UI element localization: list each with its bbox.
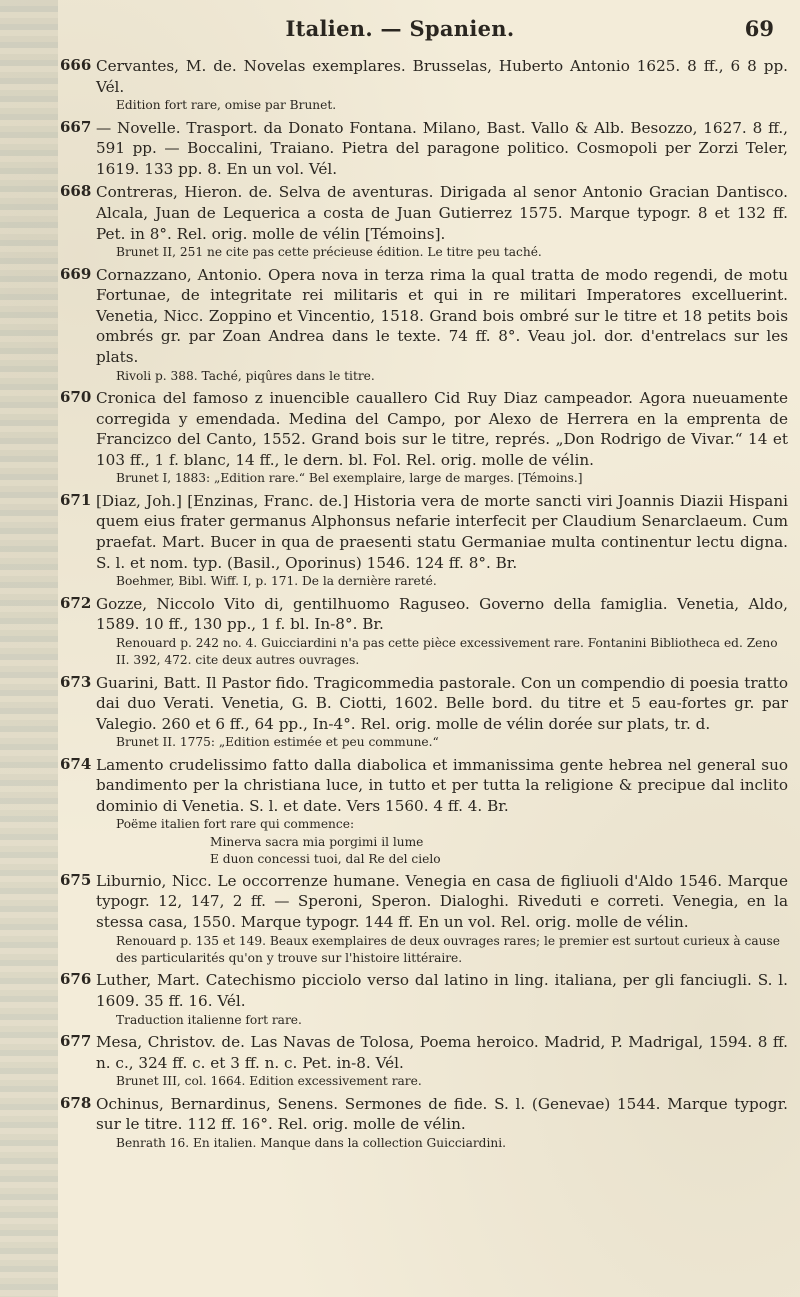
entry-description: Contreras, Hieron. de. Selva de aventuras. Dirigada al senor Antonio Gracian Dantisco. Alcala, Juan de Lequerica a costa de Juan Gutierrez 1575. Marque typogr. 8 et 132 ff. Pet. in 8°. Rel. orig. molle de vélin [Témoins]. [96,183,788,243]
catalog-entries [60,56,788,1155]
entry-note: Boehmer, Bibl. Wiff. I, p. 171. De la dernière rareté. [116,574,437,589]
verse-line: E duon concessi tuoi, dal Re del cielo [210,851,441,866]
entry-note: Benrath 16. En italien. Manque dans la collection Guicciardini. [116,1135,506,1150]
entry-note: Brunet I, 1883: „Edition rare.“ Bel exemplaire, large de marges. [Témoins.] [116,471,583,486]
catalog-entry [60,118,788,180]
verse-line: Minerva sacra mia porgimi il lume [210,834,424,849]
catalog-entry [60,182,788,261]
entry-description: Cornazzano, Antonio. Opera nova in terza rima la qual tratta de modo regendi, de motu Fortunae, de integritate rei militaris et qui in re militari Imperatores excelluerint. Venetia, Nicc. Zoppino et Vincentio, 1518. Grand bois ombré sur le titre et 18 petits bois ombrés gr. par Zoan Andrea dans le texte. 74 ff. 8°. Veau jol. dor. d'entrelacs sur les plats. [96,265,788,366]
entry-description: Gozze, Niccolo Vito di, gentilhuomo Raguseo. Governo della famiglia. Venetia, Aldo, 1589. 10 ff., 130 pp., 1 f. bl. In-8°. Br. [96,594,788,634]
catalog-entry [60,673,788,752]
catalog-entry [60,56,788,115]
page-number: 69 [744,16,774,41]
catalog-entry [60,755,788,868]
entry-description: Mesa, Christov. de. Las Navas de Tolosa, Poema heroico. Madrid, P. Madrigal, 1594. 8 ff. n. c., 324 ff. c. et 3 ff. n. c. Pet. in-8. Vél. [96,1033,788,1072]
catalog-entry [60,594,788,670]
catalog-entry [60,970,788,1029]
entry-description: Lamento crudelissimo fatto dalla diabolica et immanissima gente hebrea nel general suo bandimento per la christiana luce, in tutto et per tutta la religione & precipue dal inclito dominio di Venetia. S. l. et date. Vers 1560. 4 ff. 4. Br. [96,755,788,815]
entry-number: 674 [60,754,92,773]
entry-number: 669 [60,264,92,283]
entry-description: — Novelle. Trasport. da Donato Fontana. Milano, Bast. Vallo & Alb. Besozzo, 1627. 8 ff., 591 pp. — Boccalini, Traiano. Pietra del paragone politico. Cosmopoli per Zorzi Teler, 1619. 133 pp. 8. En un vol. Vél. [96,118,788,178]
catalog-entry [60,388,788,488]
entry-number: 671 [60,490,92,509]
entry-note: Renouard p. 135 et 149. Beaux exemplaires de deux ouvrages rares; le premier est surtout curieux à cause des particularités qu'on y trouve sur l'histoire littéraire. [116,933,780,966]
entry-description: Cervantes, M. de. Novelas exemplares. Brusselas, Huberto Antonio 1625. 8 ff., 6 8 pp. Vél. [96,57,788,96]
entry-description: Liburnio, Nicc. Le occorrenze humane. Venegia en casa de figliuoli d'Aldo 1546. Marque typogr. 12, 147, 2 ff. — Speroni, Speron. Dialoghi. Riveduti e correti. Venegia, en la stessa casa, 1550. Marque typogr. 144 ff. En un vol. Rel. orig. molle de vélin. [96,871,788,932]
entry-number: 673 [60,672,92,691]
entry-number: 677 [60,1032,92,1051]
page-header [0,12,800,46]
entry-note: Edition fort rare, omise par Brunet. [116,98,337,113]
entry-description: Guarini, Batt. Il Pastor fido. Tragicommedia pastorale. Con un compendio di poesia tratto dai duo Verati. Venetia, G. B. Ciotti, 1602. Belle bord. du titre et 5 eau-fortes gr. par Valegio. 260 et 6 ff., 64 pp., In-4°. Rel. orig. molle de vélin dorée sur plats, tr. d. [96,673,788,733]
entry-note: Poëme italien fort rare qui commence: [116,817,355,832]
entry-description: Cronica del famoso z inuencible cauallero Cid Ruy Diaz campeador. Agora nueuamente corregida y emendada. Medina del Campo, por Alexo de Herrera en la emprenta de Francizco del Canto, 1552. Grand bois sur le titre, représ. „Don Rodrigo de Vivar.“ 14 et 103 ff., 1 f. blanc, 14 ff., le dern. bl. Fol. Rel. orig. molle de vélin. [96,388,788,469]
entry-note: Renouard p. 242 no. 4. Guicciardini n'a pas cette pièce excessivement rare. Fontanini Bibliotheca ed. Zeno II. 392, 472. cite deux autres ouvrages. [116,635,778,668]
entry-description: Luther, Mart. Catechismo picciolo verso dal latino in ling. italiana, per gli fanciugli. S. l. 1609. 35 ff. 16. Vél. [96,971,788,1011]
entry-number: 678 [60,1093,92,1112]
catalog-entry [60,265,788,385]
entry-number: 670 [60,387,92,406]
entry-description: [Diaz, Joh.] [Enzinas, Franc. de.] Historia vera de morte sancti viri Joannis Diazii Hispani quem eius frater germanus Alphonsus nefarie interfecit per Claudium Senarclaeum. Cum praefat. Mart. Bucer in qua de praesenti statu Germaniae multa continentur lectu digna. S. l. et nom. typ. (Basil., Oporinus) 1546. 124 ff. 8°. Br. [96,491,788,572]
running-title: Italien. — Spanien. [285,16,515,41]
entry-note: Brunet II, 251 ne cite pas cette précieuse édition. Le titre peu taché. [116,245,542,260]
adjacent-page-edge [0,0,58,1297]
catalog-entry [60,1094,788,1153]
catalog-entry [60,871,788,968]
entry-number: 676 [60,970,92,989]
entry-number: 672 [60,593,92,612]
catalog-entry [60,1032,788,1091]
entry-description: Ochinus, Bernardinus, Senens. Sermones de fide. S. l. (Genevae) 1544. Marque typogr. sur le titre. 112 ff. 16°. Rel. orig. molle de vélin. [96,1094,788,1134]
entry-note: Rivoli p. 388. Taché, piqûres dans le titre. [116,368,375,383]
catalog-entry [60,491,788,591]
entry-number: 667 [60,117,92,136]
entry-note: Traduction italienne fort rare. [116,1012,302,1027]
entry-note: Brunet II. 1775: „Edition estimée et peu commune.“ [116,735,439,750]
entry-number: 666 [60,56,92,74]
entry-note: Brunet III, col. 1664. Edition excessivement rare. [116,1074,422,1089]
entry-number: 668 [60,182,92,201]
entry-number: 675 [60,870,92,889]
